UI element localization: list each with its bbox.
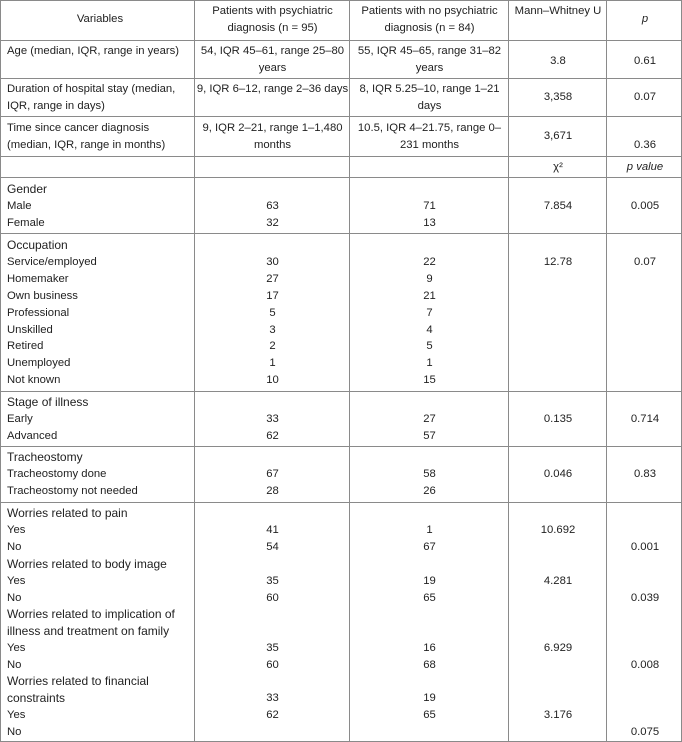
grid-line — [0, 391, 682, 392]
grid-line — [0, 0, 1, 742]
row-p: 0.36 — [634, 139, 656, 151]
row-stat: 3,358 — [543, 91, 573, 103]
row-g1: 27 — [266, 273, 279, 285]
row-g1: 2 — [269, 340, 276, 352]
row-stat: 0.135 — [543, 413, 573, 425]
row-label: Time since cancer diagnosis (median, IQR, range in months) — [7, 122, 166, 151]
row-g2: 19 — [423, 575, 436, 587]
row-label: Own business — [7, 290, 78, 302]
row-g2: 68 — [423, 659, 436, 671]
grid-line — [0, 233, 682, 234]
row-stat: 3.176 — [543, 709, 573, 721]
row-stat: 3,671 — [543, 130, 573, 142]
row-g2: 19 — [423, 692, 436, 704]
row-label: Tracheostomy not needed — [7, 485, 138, 497]
row-label: Professional — [7, 307, 70, 319]
row-label: Early — [7, 413, 33, 425]
row-g1: 62 — [266, 430, 279, 442]
row-g1: 60 — [266, 659, 279, 671]
header-group1: Patients with psychiatric diagnosis (n = 95) — [212, 5, 333, 34]
row-label: Tracheostomy done — [7, 468, 107, 480]
row-stat: 0.046 — [543, 468, 573, 480]
row-g1: 17 — [266, 290, 279, 302]
row-g1: 9, IQR 2–21, range 1–1,480 months — [202, 122, 343, 151]
row-g1: 5 — [269, 307, 276, 319]
row-label: Female — [7, 217, 45, 229]
row-g1: 54, IQR 45–61, range 25–80 years — [200, 45, 345, 74]
row-g2: 1 — [426, 357, 433, 369]
row-p: 0.075 — [630, 726, 660, 738]
row-stat: 7.854 — [543, 200, 573, 212]
header-group2: Patients with no psychiatric diagnosis (n = 84) — [361, 5, 498, 34]
row-g2: 7 — [426, 307, 433, 319]
row-g2: 26 — [423, 485, 436, 497]
grid-line — [349, 0, 350, 742]
gender-title: Gender — [7, 182, 48, 196]
row-g1: 33 — [266, 692, 279, 704]
row-g1: 28 — [266, 485, 279, 497]
row-label: Unskilled — [7, 324, 53, 336]
subheader-chi-square: χ² — [553, 161, 563, 173]
row-g2: 67 — [423, 541, 436, 553]
row-stat: 12.78 — [543, 256, 573, 268]
row-label: Yes — [7, 524, 26, 536]
header-p: p — [641, 13, 649, 25]
row-label: Not known — [7, 374, 61, 386]
row-stat: 10.692 — [540, 524, 576, 536]
subheader-p-value: p value — [626, 161, 664, 173]
row-g2: 15 — [423, 374, 436, 386]
row-label: Homemaker — [7, 273, 69, 285]
row-g2: 4 — [426, 324, 433, 336]
row-g1: 32 — [266, 217, 279, 229]
row-label: Age (median, IQR, range in years) — [7, 45, 180, 57]
row-p: 0.07 — [634, 91, 656, 103]
row-p: 0.039 — [630, 592, 660, 604]
row-label: No — [7, 726, 22, 738]
row-label: Yes — [7, 575, 26, 587]
row-p: 0.83 — [634, 468, 656, 480]
grid-line — [0, 0, 682, 1]
row-g1: 3 — [269, 324, 276, 336]
row-stat: 3.8 — [550, 55, 566, 67]
row-g2: 13 — [423, 217, 436, 229]
grid-line — [194, 0, 195, 742]
occupation-title: Occupation — [7, 238, 68, 252]
row-stat: 6.929 — [543, 642, 573, 654]
row-label: Retired — [7, 340, 44, 352]
row-g2: 55, IQR 45–65, range 31–82 years — [357, 45, 502, 74]
grid-line — [0, 502, 682, 503]
row-g1: 54 — [266, 541, 279, 553]
row-g2: 57 — [423, 430, 436, 442]
row-p: 0.008 — [630, 659, 660, 671]
row-g1: 60 — [266, 592, 279, 604]
row-label: Yes — [7, 642, 26, 654]
row-label: No — [7, 659, 22, 671]
row-g1: 41 — [266, 524, 279, 536]
row-g2: 16 — [423, 642, 436, 654]
row-g2: 10.5, IQR 4–21.75, range 0–231 months — [357, 122, 502, 151]
row-p: 0.61 — [634, 55, 656, 67]
row-label: Unemployed — [7, 357, 71, 369]
row-p: 0.07 — [634, 256, 656, 268]
row-g2: 22 — [423, 256, 436, 268]
grid-line — [0, 177, 682, 178]
row-p: 0.005 — [630, 200, 660, 212]
stage-title: Stage of illness — [7, 395, 89, 409]
row-label: No — [7, 541, 22, 553]
row-stat: 4.281 — [543, 575, 573, 587]
header-variables: Variables — [76, 13, 124, 25]
row-g2: 58 — [423, 468, 436, 480]
row-g2: 8, IQR 5.25–10, range 1–21 days — [359, 83, 500, 112]
row-g1: 10 — [266, 374, 279, 386]
row-g1: 35 — [266, 642, 279, 654]
grid-line — [508, 0, 509, 742]
row-g1: 35 — [266, 575, 279, 587]
row-label: Yes — [7, 709, 26, 721]
row-g1: 62 — [266, 709, 279, 721]
row-g2: 5 — [426, 340, 433, 352]
row-g2: 21 — [423, 290, 436, 302]
tracheostomy-title: Tracheostomy — [7, 450, 83, 464]
row-g2: 27 — [423, 413, 436, 425]
row-label: Advanced — [7, 430, 58, 442]
body-image-title: Worries related to body image — [7, 557, 167, 571]
row-g1: 63 — [266, 200, 279, 212]
row-label: No — [7, 592, 22, 604]
row-g1: 9, IQR 6–12, range 2–36 days — [196, 83, 349, 95]
grid-line — [0, 156, 682, 157]
financial-title: Worries related to financial constraints — [7, 674, 149, 705]
grid-line — [0, 40, 682, 41]
row-g2: 65 — [423, 592, 436, 604]
header-stat: Mann–Whitney U — [514, 5, 602, 17]
grid-line — [0, 78, 682, 79]
row-g1: 1 — [269, 357, 276, 369]
row-g2: 65 — [423, 709, 436, 721]
row-g2: 9 — [426, 273, 433, 285]
grid-line — [0, 116, 682, 117]
grid-line — [0, 446, 682, 447]
row-g2: 71 — [423, 200, 436, 212]
row-g1: 67 — [266, 468, 279, 480]
family-title: Worries related to implication of illness and treatment on family — [7, 607, 175, 638]
row-p: 0.714 — [630, 413, 660, 425]
row-label: Service/employed — [7, 256, 97, 268]
row-p: 0.001 — [630, 541, 660, 553]
pain-title: Worries related to pain — [7, 506, 128, 520]
grid-line — [606, 0, 607, 742]
row-g2: 1 — [426, 524, 433, 536]
row-label: Male — [7, 200, 32, 212]
row-label: Duration of hospital stay (median, IQR, range in days) — [7, 83, 176, 112]
row-g1: 33 — [266, 413, 279, 425]
row-g1: 30 — [266, 256, 279, 268]
